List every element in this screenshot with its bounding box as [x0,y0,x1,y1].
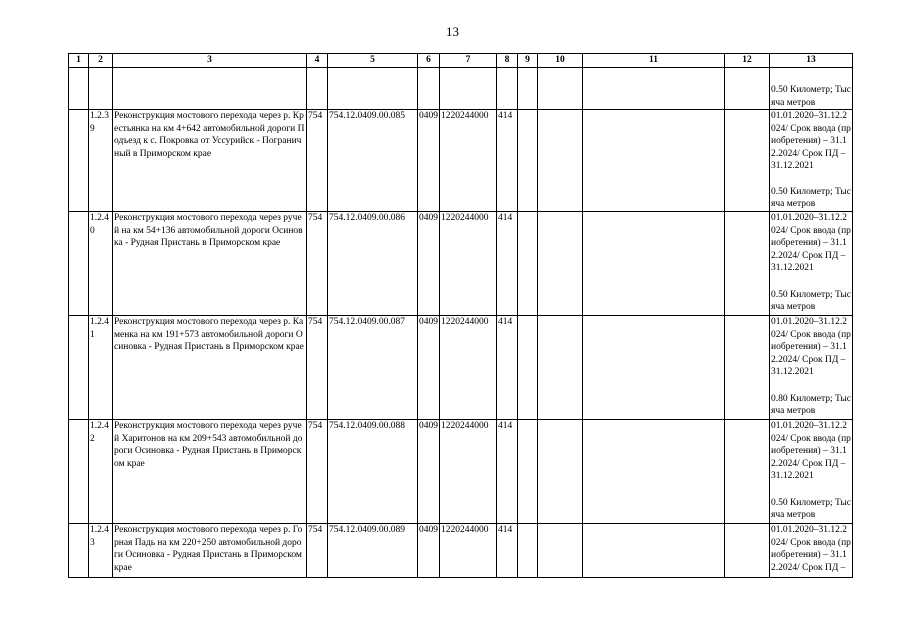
term-text: 01.01.2020–31.12.2024/ Срок ввода (приобретения) – 31.12.2024/ Срок ПД – 31.12.2021 [771,317,851,377]
term-cell [770,524,853,578]
row-number: 1.2.41 [89,316,113,420]
cell-c5: 754.12.0409.00.087 [328,316,418,420]
row-number: 1.2.43 [89,524,113,578]
cell-c8: 414 [497,524,518,578]
cell-c4: 754 [307,420,328,524]
cell-c8: 414 [497,212,518,316]
cell-c7: 1220244000 [440,420,497,524]
unit-text: 0.80 Километр; Тысяча метров [771,393,851,416]
cell-c7: 1220244000 [440,212,497,316]
term-text: 01.01.2020–31.12.2024/ Срок ввода (приобретения) – 31.12.2024/ Срок ПД – 31.12.2021 [771,111,851,171]
row-number: 1.2.40 [89,212,113,316]
header-row [69,54,853,68]
cell-c5: 754.12.0409.00.085 [328,110,418,212]
cell-c6: 0409 [418,524,440,578]
cell-c4: 754 [307,212,328,316]
header-cell: 12 [725,54,770,68]
header-cell: 8 [497,54,518,68]
object-name: Реконструкция мостового перехода через р. Каменка на км 191+573 автомобильной дороги Осиновка - Рудная Пристань в Приморском крае [113,316,307,420]
term-text: 01.01.2020–31.12.2024/ Срок ввода (приобретения) – 31.12.2024/ Срок ПД – [771,525,851,573]
cell-c7: 1220244000 [440,316,497,420]
row-number: 1.2.39 [89,110,113,212]
cell-c7: 1220244000 [440,110,497,212]
cell-c8: 414 [497,110,518,212]
object-name: Реконструкция мостового перехода через ручей Харитонов на км 209+543 автомобильной дороги Осиновка - Рудная Пристань в Приморском крае [113,420,307,524]
page-number: 13 [446,24,459,39]
cell-c6: 0409 [418,110,440,212]
header-cell: 5 [328,54,418,68]
cell-c6: 0409 [418,316,440,420]
row-number: 1.2.42 [89,420,113,524]
cell-c4: 754 [307,110,328,212]
object-name: Реконструкция мостового перехода через р. Горная Падь на км 220+250 автомобильной дороги Осиновка - Рудная Пристань в Приморском крае [113,524,307,578]
cell-c4: 754 [307,316,328,420]
table-row [69,524,853,578]
header-cell: 3 [113,54,307,68]
term-cell [770,316,853,420]
term-cell [770,110,853,212]
term-text: 01.01.2020–31.12.2024/ Срок ввода (приобретения) – 31.12.2024/ Срок ПД – 31.12.2021 [771,421,851,481]
header-cell: 10 [538,54,583,68]
header-cell: 9 [518,54,538,68]
table-row [69,110,853,212]
object-name: Реконструкция мостового перехода через р. Крестьянка на км 4+642 автомобильной дороги Подъезд к с. Покровка от Уссурийск - Пограничный в Приморском крае [113,110,307,212]
cell-c8: 414 [497,316,518,420]
header-cell: 1 [69,54,89,68]
header-cell: 11 [583,54,725,68]
unit-text: 0.50 Километр; Тысяча метров [771,186,851,209]
table-row [69,68,853,110]
cell-c5: 754.12.0409.00.088 [328,420,418,524]
table-row [69,212,853,316]
header-cell: 13 [770,54,853,68]
term-text: 01.01.2020–31.12.2024/ Срок ввода (приобретения) – 31.12.2024/ Срок ПД – 31.12.2021 [771,213,851,273]
cell-c6: 0409 [418,420,440,524]
unit-text: 0.50 Километр; Тысяча метров [771,85,851,108]
unit-text: 0.50 Километр; Тысяча метров [771,289,851,312]
cell-c8: 414 [497,420,518,524]
header-cell: 4 [307,54,328,68]
header-cell: 6 [418,54,440,68]
cell-c5: 754.12.0409.00.089 [328,524,418,578]
table-row [69,420,853,524]
unit-text: 0.50 Километр; Тысяча метров [771,497,851,520]
cell-c7: 1220244000 [440,524,497,578]
term-cell [770,420,853,524]
investment-table [68,53,853,578]
header-cell: 7 [440,54,497,68]
cell-c6: 0409 [418,212,440,316]
object-name: Реконструкция мостового перехода через ручей на км 54+136 автомобильной дороги Осиновка - Рудная Пристань в Приморском крае [113,212,307,316]
term-cell [770,212,853,316]
header-cell: 2 [89,54,113,68]
cell-c4: 754 [307,524,328,578]
table-row [69,316,853,420]
cell-c5: 754.12.0409.00.086 [328,212,418,316]
